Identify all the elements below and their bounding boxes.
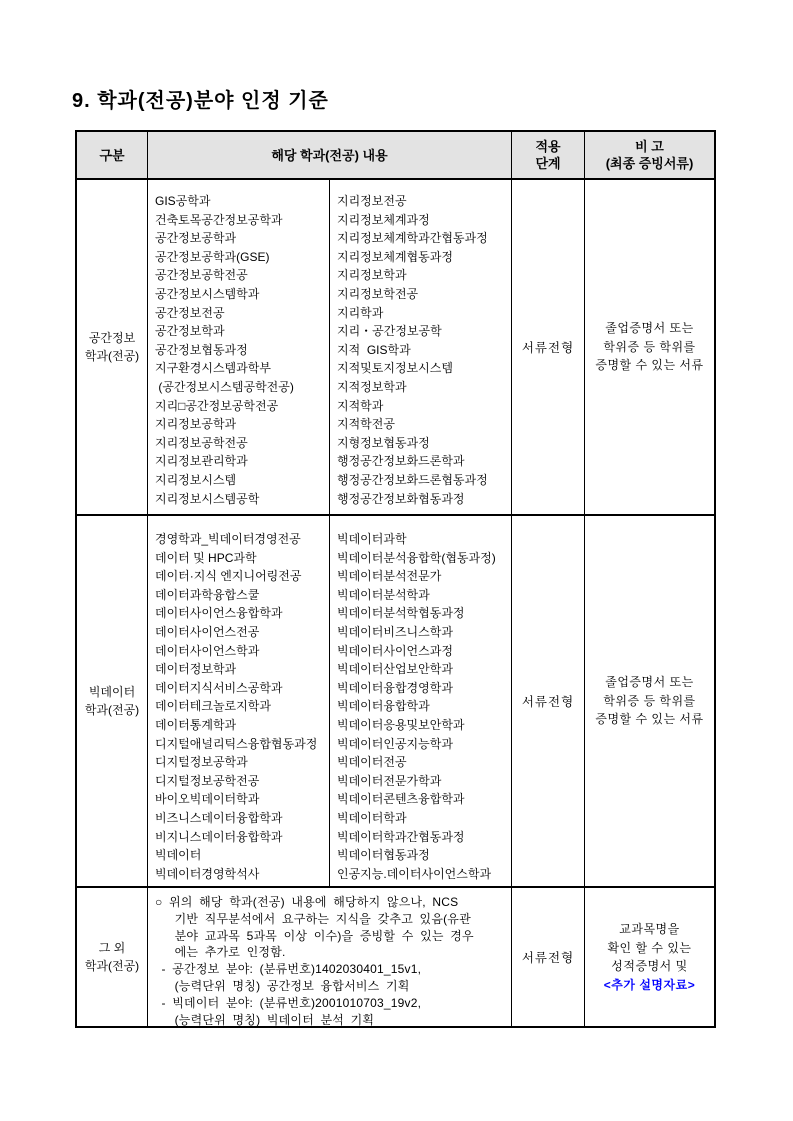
list-item: 지리정보체계학과간협동과정 [337,231,488,246]
list-item: 지적학과 [337,398,384,413]
list-item: 공간정보전공 [155,305,225,320]
dept-list-right [330,180,512,514]
dept-list-right [330,516,512,886]
list-item: 증명할 수 있는 서류 [595,358,704,373]
list-item: 공간정보공학전공 [155,268,248,283]
list-item: (능력단위 명칭) 공간정보 융합서비스 기획 [155,978,410,993]
list-item: 공간정보공학과(GSE) [155,249,270,264]
dept-list-left [148,180,330,514]
list-item: 빅데이터 [155,848,202,863]
header-content [148,132,512,178]
list-item: 지적및토지정보시스템 [337,361,453,376]
stage-cell [512,516,585,886]
page-title: 9. 학과(전공)분야 인정 기준 [72,90,329,112]
list-item: 빅데이터인공지능학과 [337,736,453,751]
list-item: 빅데이터협동과정 [337,848,430,863]
list-item: 빅데이터 [88,685,136,699]
list-item: 행정공간정보화협동과정 [337,491,465,506]
list-item: 빅데이터산업보안학과 [337,662,453,677]
list-item: 데이터사이언스전공 [155,624,260,639]
list-item: 학과(전공) [84,349,140,363]
list-item: 에는 추가로 인정함. [155,945,286,960]
list-item: 빅데이터융합학과 [337,699,430,714]
list-item: 단계 [535,156,561,171]
list-item: 지리정보학전공 [337,286,419,301]
list-item: 그 외 [98,941,126,955]
list-item: 건축토목공간정보공학과 [155,212,283,227]
list-item: 공간정보협동과정 [155,342,248,357]
list-item: 인공지능.데이터사이언스학과 [337,866,492,881]
dept-list-left [148,516,330,886]
list-item: 지리정보공학전공 [155,435,248,450]
list-item: 지리□공간정보공학전공 [155,398,279,413]
list-item: (최종 증빙서류) [605,156,694,171]
list-item: 공간정보공학과 [155,231,237,246]
list-item: 행정공간정보화드론학과 [337,454,465,469]
list-item: 데이터사이언스학과 [155,643,260,658]
list-item: 빅데이터융합경영학과 [337,680,453,695]
list-item: (공간정보시스템공학전공) [155,379,294,394]
list-item: GIS공학과 [155,194,211,208]
table-header-row [77,132,714,180]
list-item: - 공간정보 분야: (분류번호)1402030401_15v1, [155,962,422,977]
list-item: 지적정보학과 [337,379,407,394]
note-cell [585,888,714,1026]
list-item: 지리정보관리학과 [155,454,248,469]
list-item: (능력단위 명칭) 빅데이터 분석 기획 [155,1012,375,1026]
list-item: 졸업증명서 또는 [605,675,694,690]
list-item: 빅데이터분석융합학(협동과정) [337,550,496,565]
list-item: 데이터사이언스융합학과 [155,606,283,621]
table-row-spatial-info [77,180,714,516]
list-item: 데이터지식서비스공학과 [155,680,283,695]
list-item: 학위증 등 학위를 [603,339,696,354]
list-item: 빅데이터학과간협동과정 [337,829,465,844]
list-item: 빅데이터응용및보안학과 [337,717,465,732]
list-item: 빅데이터비즈니스학과 [337,624,453,639]
list-item: 지리정보공학과 [155,417,237,432]
header-category [77,132,148,178]
list-item: 성적증명서 및 [611,959,688,973]
list-item: 빅데이터전공 [337,755,407,770]
list-item: 학위증 등 학위를 [603,693,696,708]
list-item: 지리학과 [337,305,384,320]
table-row-others [77,888,714,1026]
list-item: 지리・공간정보공학 [337,324,442,339]
header-content-label: 해당 학과(전공) 내용 [271,147,388,163]
list-item: 디지털정보공학과 [155,755,248,770]
list-item: 데이터통계학과 [155,717,237,732]
list-item: 지적학전공 [337,417,395,432]
stage-label: 서류전형 [521,695,575,709]
additional-docs-link[interactable]: <추가 설명자료> [603,977,696,992]
list-item: 빅데이터사이언스과정 [337,643,453,658]
list-item: 지리정보체계협동과정 [337,249,453,264]
list-item: 공간정보학과 [155,324,225,339]
header-note [585,132,714,178]
stage-cell [512,180,585,514]
note-cell [585,516,714,886]
list-item: 빅데이터분석전문가 [337,569,442,584]
list-item: 경영학과_빅데이터경영전공 [155,532,301,546]
list-item: 디지털애널리틱스융합협동과정 [155,736,318,751]
list-item: 비즈니스데이터융합학과 [155,810,283,825]
list-item: 데이터테크놀로지학과 [155,699,271,714]
list-item: 데이터정보학과 [155,662,237,677]
list-item: 데이터과학융합스쿨 [155,587,260,602]
list-item: 데이터·지식 엔지니어링전공 [155,569,302,584]
list-item: 적용 [535,139,561,154]
list-item: 데이터 및 HPC과학 [155,550,257,565]
list-item: 빅데이터경영학석사 [155,866,260,881]
criteria-table [75,130,716,1028]
list-item: 빅데이터과학 [337,532,407,546]
list-item: 공간정보 [88,331,136,345]
list-item: 비 고 [635,139,664,154]
list-item: 빅데이터전문가학과 [337,773,442,788]
list-item: 빅데이터분석학협동과정 [337,606,465,621]
header-stage [512,132,585,178]
table-row-bigdata [77,516,714,888]
header-category-label: 구분 [99,147,125,163]
category-cell [77,516,148,886]
list-item: 빅데이터콘텐츠융합학과 [337,792,465,807]
list-item: ○ 위의 해당 학과(전공) 내용에 해당하지 않으나, NCS [155,895,459,909]
note-lines [607,920,691,976]
list-item: 기반 직무분석에서 요구하는 지식을 갖추고 있음(유관 [155,911,471,926]
list-item: 지리정보학과 [337,268,407,283]
list-item: 지리정보전공 [337,194,407,208]
list-item: 분야 교과목 5과목 이상 이수)을 증빙할 수 있는 경우 [155,928,474,943]
list-item: - 빅데이터 분야: (분류번호)2001010703_19v2, [155,995,422,1010]
note-cell [585,180,714,514]
ncs-criteria-text [148,888,512,1026]
list-item: 지리정보체계과정 [337,212,430,227]
stage-label: 서류전형 [521,951,575,965]
list-item: 학과(전공) [84,959,140,973]
list-item: 지적 GIS학과 [337,342,411,357]
list-item: 행정공간정보화드론협동과정 [337,472,488,487]
stage-cell [512,888,585,1026]
list-item: 학과(전공) [84,703,140,717]
list-item: 비지니스데이터융합학과 [155,829,283,844]
category-cell [77,180,148,514]
list-item: 교과목명을 [619,922,680,936]
list-item: 바이오빅데이터학과 [155,792,260,807]
list-item: 디지털정보공학전공 [155,773,260,788]
list-item: 공간정보시스템학과 [155,286,260,301]
list-item: 지구환경시스템과학부 [155,361,271,376]
list-item: 확인 할 수 있는 [607,940,692,955]
category-cell [77,888,148,1026]
list-item: 빅데이터학과 [337,810,407,825]
list-item: 졸업증명서 또는 [605,321,694,336]
list-item: 증명할 수 있는 서류 [595,712,704,727]
list-item: 빅데이터분석학과 [337,587,430,602]
list-item: 지형정보협동과정 [337,435,430,450]
stage-label: 서류전형 [521,341,575,355]
list-item: 지리정보시스템 [155,472,237,487]
list-item: 지리정보시스템공학 [155,491,260,506]
